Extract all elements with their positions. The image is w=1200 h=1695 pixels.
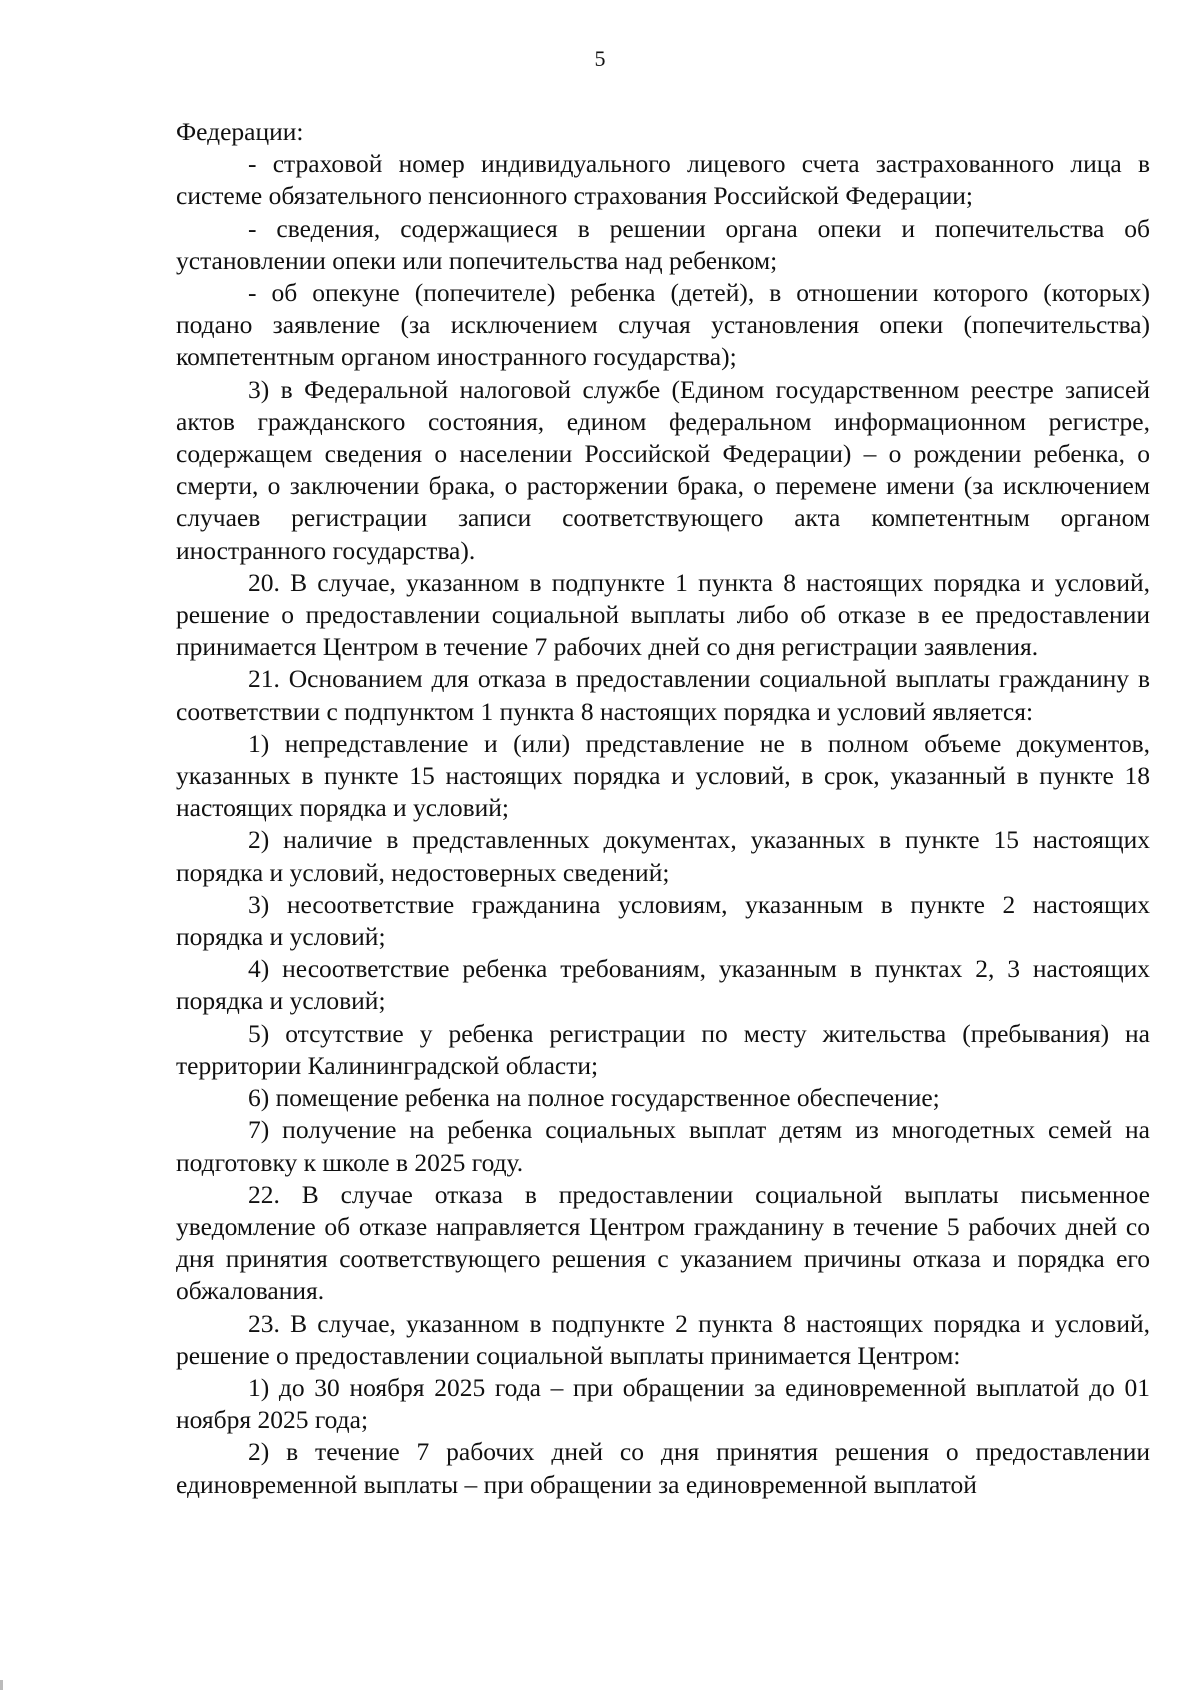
paragraph: 5) отсутствие у ребенка регистрации по месту жительства (пребывания) на территории Калининградской области;	[176, 1018, 1150, 1080]
paragraph: 2) наличие в представленных документах, указанных в пункте 15 настоящих порядка и условий, недостоверных сведений;	[176, 825, 1150, 887]
paragraph: - сведения, содержащиеся в решении органа опеки и попечительства об установлении опеки или попечительства над ребенком;	[176, 213, 1150, 275]
paragraph: - страховой номер индивидуального лицевого счета застрахованного лица в системе обязательного пенсионного страхования Российской Федерации;	[176, 149, 1150, 211]
paragraph: 2) в течение 7 рабочих дней со дня принятия решения о предоставлении единовременной выплаты – при обращении за единовременной выплатой	[176, 1437, 1150, 1499]
paragraph: 1) до 30 ноября 2025 года – при обращении за единовременной выплатой до 01 ноября 2025 года;	[176, 1372, 1150, 1435]
scan-edge-mark	[0, 1680, 3, 1690]
paragraph: 4) несоответствие ребенка требованиям, указанным в пунктах 2, 3 настоящих порядка и условий;	[176, 954, 1150, 1016]
paragraph: Федерации:	[176, 117, 304, 146]
paragraph: 7) получение на ребенка социальных выплат детям из многодетных семей на подготовку к школе в 2025 году.	[176, 1115, 1150, 1177]
paragraph: 3) в Федеральной налоговой службе (Едином государственном реестре записей актов гражданского состояния, едином федеральном информационном регистре, содержащем сведения о населении Российской Федерации) – о рождении ребенка, о смерти, о заключении брака, о расторжении брака, о перемене имени (за исключением случаев регистрации записи соответствующего акта компетентным органом иностранного государства).	[176, 374, 1150, 565]
document-body	[176, 116, 1150, 1501]
paragraph: 20. В случае, указанном в подпункте 1 пункта 8 настоящих порядка и условий, решение о предоставлении социальной выплаты либо об отказе в ее предоставлении принимается Центром в течение 7 рабочих дней со дня регистрации заявления.	[176, 567, 1150, 662]
paragraph: - об опекуне (попечителе) ребенка (детей), в отношении которого (которых) подано заявление (за исключением случая установления опеки (попечительства) компетентным органом иностранного государства);	[176, 278, 1150, 372]
paragraph: 1) непредставление и (или) представление не в полном объеме документов, указанных в пункте 15 настоящих порядка и условий, в срок, указанный в пункте 18 настоящих порядка и условий;	[176, 728, 1150, 823]
paragraph: 3) несоответствие гражданина условиям, указанным в пункте 2 настоящих порядка и условий;	[176, 889, 1150, 952]
paragraph: 6) помещение ребенка на полное государственное обеспечение;	[248, 1083, 940, 1113]
page-number: 5	[594, 46, 606, 71]
paragraph: 22. В случае отказа в предоставлении социальной выплаты письменное уведомление об отказе направляется Центром гражданину в течение 5 рабочих дней со дня принятия соответствующего решения с указанием причины отказа и порядка его обжалования.	[176, 1179, 1150, 1306]
paragraph: 23. В случае, указанном в подпункте 2 пункта 8 настоящих порядка и условий, решение о предоставлении социальной выплаты принимается Центром:	[176, 1308, 1150, 1370]
paragraph: 21. Основанием для отказа в предоставлении социальной выплаты гражданину в соответствии с подпунктом 1 пункта 8 настоящих порядка и условий является:	[176, 664, 1150, 726]
